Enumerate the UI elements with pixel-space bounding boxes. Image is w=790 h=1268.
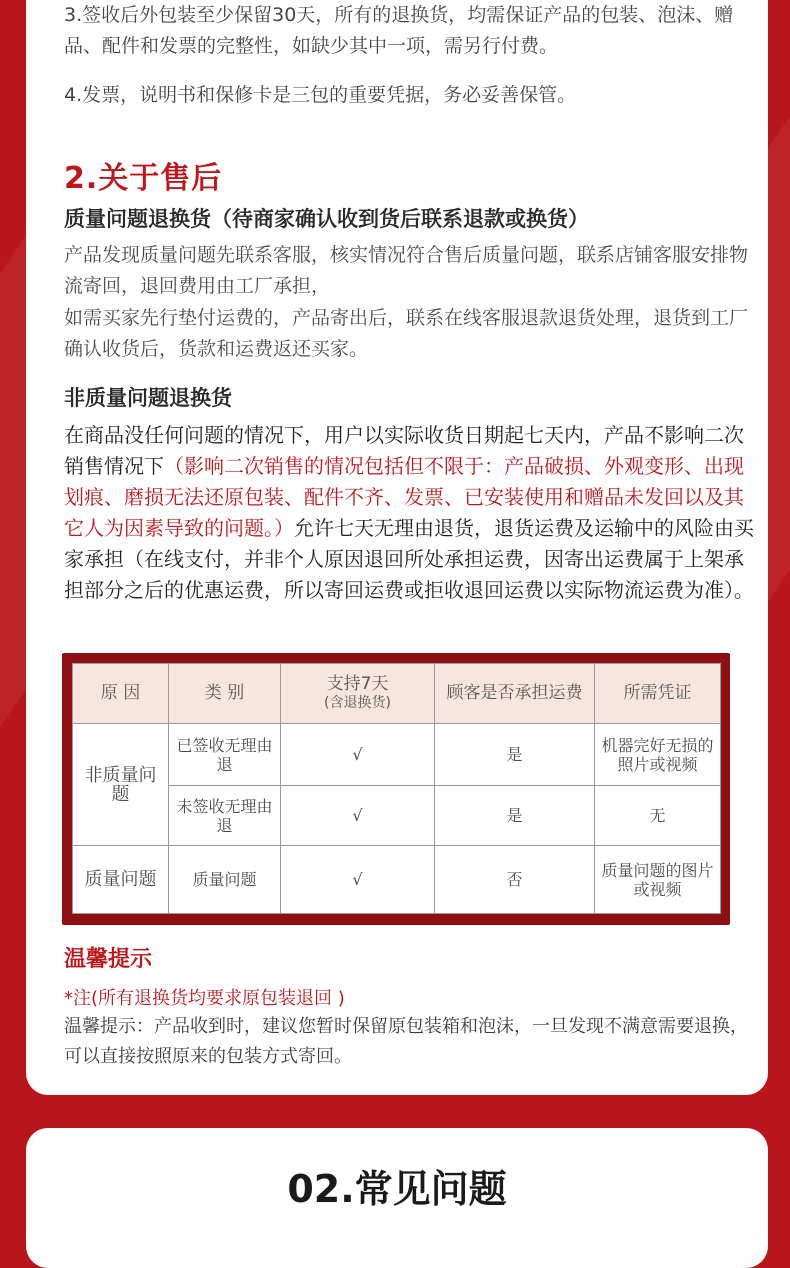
non-quality-text-part-2: （影响二次销售的情况包括但不限于：产品破损、外观变形、出现划痕、磨损无法还原包装、配件不齐、发票、已安装使用和赠品未发回以及其它人为因素导致的问题。） <box>64 454 744 540</box>
header-category: 类 别 <box>169 664 281 724</box>
faq-card <box>26 1128 768 1268</box>
table-row <box>73 786 721 846</box>
proof-cell: 质量问题的图片或视频 <box>595 846 721 914</box>
quality-return-para-1: 产品发现质量问题先联系客服，核实情况符合售后质量问题，联系店铺客服安排物流寄回，退回费用由工厂承担， <box>64 244 749 297</box>
tips-note: *注(所有退换货均要求原包装退回 ) <box>64 988 345 1009</box>
header-support-main: 支持7天 <box>326 673 389 694</box>
proof-cell: 机器完好无损的照片或视频 <box>595 724 721 786</box>
non-quality-text-part-1: 在商品没任何问题的情况下，用户以实际收货日期起七天内，产品不影响二次销售情况下 <box>64 423 744 478</box>
quality-reason-cell: 质量问题 <box>73 846 169 914</box>
check-mark: √ <box>281 846 435 914</box>
check-mark: √ <box>281 786 435 846</box>
return-policy-table <box>72 663 721 914</box>
customer-pays-cell: 是 <box>435 786 595 846</box>
header-support-7-days <box>281 664 435 724</box>
non-quality-return-title: 非质量问题退换货 <box>64 386 232 410</box>
header-support-sub: (含退换货) <box>324 694 391 711</box>
rule-item-4: 4.发票，说明书和保修卡是三包的重要凭据，务必妥善保管。 <box>64 84 577 106</box>
non-quality-return-body <box>64 420 760 606</box>
customer-pays-cell: 是 <box>435 724 595 786</box>
after-sales-card <box>26 0 768 1095</box>
tips-body: 温馨提示：产品收到时，建议您暂时保留原包装箱和泡沫，一旦发现不满意需要退换，可以直接按照原来的包装方式寄回。 <box>64 1016 748 1067</box>
check-mark: √ <box>281 724 435 786</box>
header-reason: 原 因 <box>73 664 169 724</box>
category-cell: 未签收无理由退 <box>169 786 281 846</box>
quality-return-title: 质量问题退换货（待商家确认收到货后联系退款或换货） <box>64 207 589 231</box>
quality-return-para-2: 如需买家先行垫付运费的，产品寄出后，联系在线客服退款退货处理，退货到工厂确认收货后，货款和运费返还买家。 <box>64 307 749 360</box>
after-sales-title: 2.关于售后 <box>64 161 223 196</box>
faq-title: 02.常见问题 <box>287 1167 507 1211</box>
category-cell: 质量问题 <box>169 846 281 914</box>
customer-pays-cell: 否 <box>435 846 595 914</box>
rule-item-3: 3.签收后外包装至少保留30天，所有的退换货，均需保证产品的包装、泡沫、赠品、配件和发票的完整性，如缺少其中一项，需另行付费。 <box>64 4 734 57</box>
table-row <box>73 724 721 786</box>
table-row <box>73 846 721 914</box>
tips-title: 温馨提示 <box>64 947 153 972</box>
return-policy-table-frame <box>62 653 730 925</box>
header-customer-pays: 顾客是否承担运费 <box>435 664 595 724</box>
non-quality-reason-cell: 非质量问题 <box>73 724 169 846</box>
category-cell: 已签收无理由退 <box>169 724 281 786</box>
non-quality-text-part-3: 允许七天无理由退货，退货运费及运输中的风险由买家承担（在线支付，并非个人原因退回所处承担运费，因寄出运费属于上架承担部分之后的优惠运费，所以寄回运费或拒收退回运费以实际物流运费为准）。 <box>64 516 754 602</box>
table-header-row <box>73 664 721 724</box>
header-proof: 所需凭证 <box>595 664 721 724</box>
proof-cell: 无 <box>595 786 721 846</box>
